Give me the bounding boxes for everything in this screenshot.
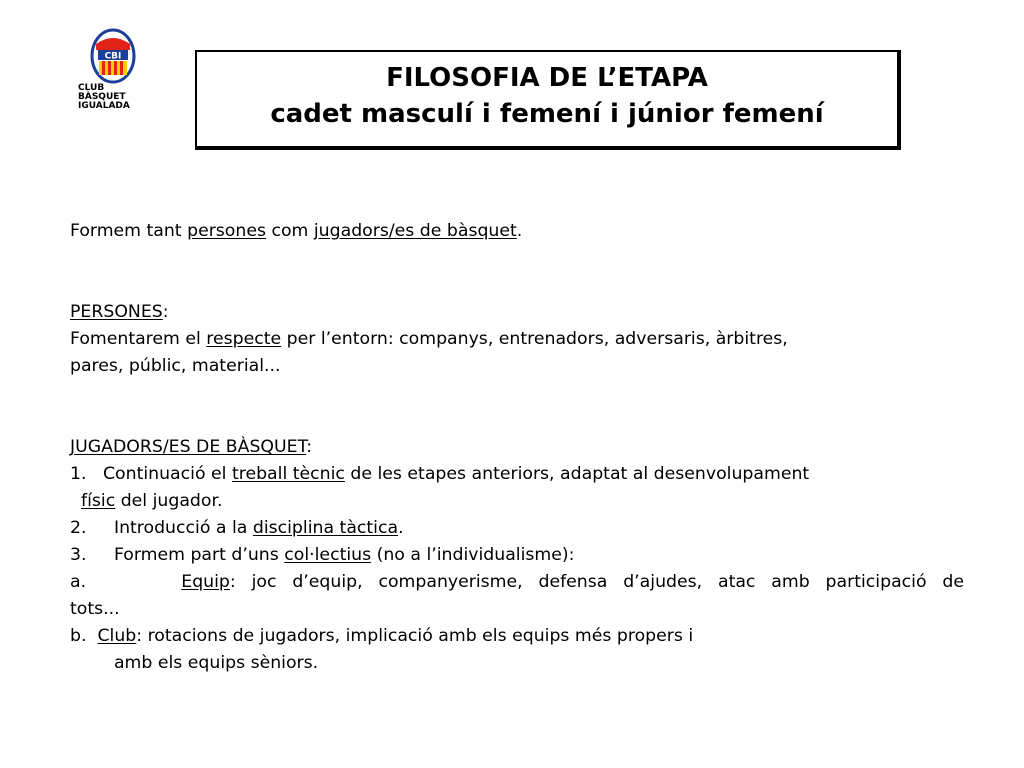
persones-heading-text: PERSONES [70, 302, 163, 322]
jugadors-heading-text: JUGADORS/ES DE BÀSQUET [70, 437, 307, 457]
persones-heading-suffix: : [162, 302, 169, 322]
list-item-2 [70, 515, 964, 542]
title-box [195, 50, 901, 150]
sub-item-b [70, 623, 964, 650]
underlined-equip: Equip [181, 572, 230, 592]
logo-text-line: BÀSQUET [78, 92, 126, 102]
title-line-1: FILOSOFIA DE L’ETAPA [386, 63, 708, 93]
persones-text: Fomentarem el [70, 329, 207, 349]
title-line-2: cadet masculí i femení i júnior femení [270, 99, 824, 129]
list-number: 3. [70, 545, 87, 565]
jugadors-heading-suffix: : [306, 437, 313, 457]
underlined-fisic: físic [81, 491, 116, 511]
club-logo [78, 28, 148, 118]
sub-item-label: a. [70, 572, 87, 592]
spacer [70, 245, 964, 299]
list-text: Formem part d’uns [113, 545, 285, 565]
list-item-1 [70, 461, 964, 488]
body-content [70, 218, 964, 677]
spacer [70, 380, 964, 434]
list-text: Continuació el [102, 464, 232, 484]
list-item-3 [70, 542, 964, 569]
sub-item-b-continuation [70, 650, 964, 677]
intro-text: Formem tant [70, 221, 188, 241]
logo-text [78, 84, 148, 111]
underlined-treball-tecnic: treball tècnic [231, 464, 345, 484]
persones-line-1 [70, 326, 964, 353]
intro-underlined-persones: persones [187, 221, 266, 241]
sub-item-text: : rotacions de jugadors, implicació amb els equips més propers i [136, 626, 694, 646]
sub-item-text: amb els equips sèniors. [113, 653, 319, 673]
persones-heading [70, 299, 964, 326]
list-text: Introducció a la [113, 518, 253, 538]
logo-text-line: IGUALADA [78, 101, 130, 111]
sub-item-a [70, 569, 964, 596]
persones-line-2: pares, públic, material... [70, 356, 281, 376]
persones-text: per l’entorn: companys, entrenadors, adversaris, àrbitres, [281, 329, 788, 349]
intro-paragraph [70, 218, 964, 245]
list-item-1-continuation [70, 488, 964, 515]
intro-text: . [516, 221, 523, 241]
underlined-club: Club [97, 626, 137, 646]
list-text: . [398, 518, 404, 538]
list-text: (no a l’individualisme): [371, 545, 575, 565]
list-text: de les etapes anteriors, adaptat al desenvolupament [344, 464, 810, 484]
list-number: 1. [70, 464, 87, 484]
emblem-text: CBI [104, 51, 122, 62]
jugadors-heading [70, 434, 964, 461]
sub-item-a-continuation: tots... [70, 599, 120, 619]
list-text: del jugador. [115, 491, 223, 511]
underlined-collectius: col·lectius [284, 545, 372, 565]
persones-underlined-respecte: respecte [206, 329, 282, 349]
club-emblem-icon [90, 28, 136, 84]
underlined-disciplina-tactica: disciplina tàctica [252, 518, 399, 538]
sub-item-label: b. [70, 626, 87, 646]
intro-text: com [265, 221, 314, 241]
sub-item-text: : joc d’equip, companyerisme, defensa d’ajudes, atac amb participació de [229, 572, 964, 592]
logo-text-line: CLUB [78, 83, 105, 93]
intro-underlined-jugadors: jugadors/es de bàsquet [313, 221, 517, 241]
list-number: 2. [70, 518, 87, 538]
